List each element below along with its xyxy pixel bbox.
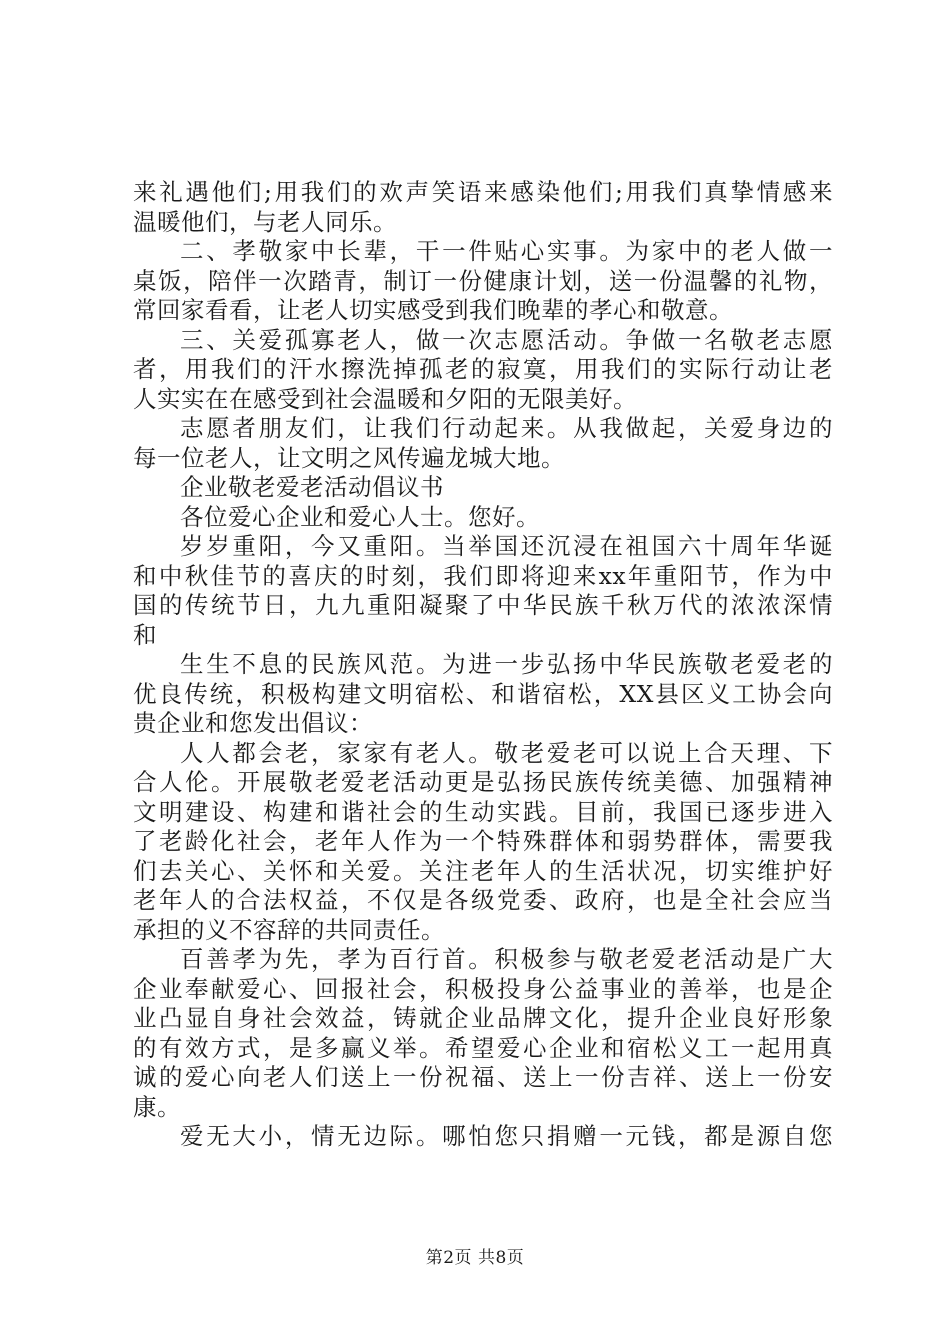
text-line: 和 [133,620,157,649]
text-line: 来礼遇他们;用我们的欢声笑语来感染他们;用我们真挚情感来 [133,178,833,206]
text-line: 各位爱心企业和爱心人士。您好。 [180,502,540,531]
document-body [133,178,833,1152]
text-line: 的有效方式，是多赢义举。希望爱心企业和宿松义工一起用真 [133,1033,833,1062]
text-line: 人人都会老，家家有老人。敬老爱老可以说上合天理、下 [180,738,833,767]
text-line: 老年人的合法权益，不仅是各级党委、政府，也是全社会应当 [133,886,833,914]
text-line: 们去关心、关怀和关爱。关注老年人的生活状况，切实维护好 [133,856,833,885]
text-line: 承担的义不容辞的共同责任。 [133,915,445,944]
text-line: 康。 [133,1092,181,1121]
text-line: 爱无大小，情无边际。哪怕您只捐赠一元钱，都是源自您 [180,1122,833,1150]
text-line: 人实实在在感受到社会温暖和夕阳的无限美好。 [133,384,637,413]
text-line: 国的传统节日，九九重阳凝聚了中华民族千秋万代的浓浓深情 [133,591,833,619]
text-line: 百善孝为先，孝为百行首。积极参与敬老爱老活动是广大 [180,945,833,973]
text-line: 温暖他们，与老人同乐。 [133,207,397,236]
text-line: 文明建设、构建和谐社会的生动实践。目前，我国已逐步进入 [133,797,833,826]
text-line: 企业奉献爱心、回报社会，积极投身公益事业的善举，也是企 [133,974,833,1003]
text-line: 合人伦。开展敬老爱老活动更是弘扬民族传统美德、加强精神 [133,768,833,796]
text-line: 桌饭，陪伴一次踏青，制订一份健康计划，送一份温馨的礼物， [133,266,833,295]
text-line: 和中秋佳节的喜庆的时刻，我们即将迎来xx年重阳节，作为中 [133,561,833,590]
text-line: 岁岁重阳，今又重阳。当举国还沉浸在祖国六十周年华诞 [180,532,833,560]
text-line: 常回家看看，让老人切实感受到我们晚辈的孝心和敬意。 [133,296,733,324]
text-line: 三、关爱孤寡老人，做一次志愿活动。争做一名敬老志愿 [180,325,833,354]
text-line: 者，用我们的汗水擦洗掉孤老的寂寞，用我们的实际行动让老 [133,355,833,383]
text-line: 业凸显自身社会效益，铸就企业品牌文化，提升企业良好形象 [133,1004,833,1032]
text-line: 企业敬老爱老活动倡议书 [180,473,444,501]
text-line: 贵企业和您发出倡议： [133,709,373,737]
text-line: 了老龄化社会，老年人作为一个特殊群体和弱势群体，需要我 [133,827,833,855]
text-line: 每一位老人，让文明之风传遍龙城大地。 [133,443,565,472]
text-line: 二、孝敬家中长辈，干一件贴心实事。为家中的老人做一 [180,237,833,265]
text-line: 优良传统，积极构建文明宿松、和谐宿松，XX县区义工协会向 [133,679,833,708]
text-line: 诚的爱心向老人们送上一份祝福、送上一份吉祥、送上一份安 [133,1063,833,1091]
page-footer: 第2页 共8页 [425,1248,525,1268]
text-line: 志愿者朋友们，让我们行动起来。从我做起，关爱身边的 [180,414,833,442]
text-line: 生生不息的民族风范。为进一步弘扬中华民族敬老爱老的 [180,650,833,678]
